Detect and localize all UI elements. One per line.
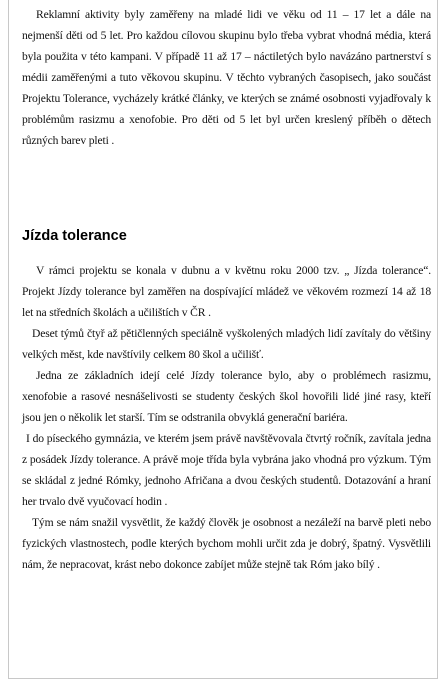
body-paragraph-5: Tým se nám snažil vysvětlit, že každý člověk je osobnost a nezáleží na barvě pleti nebo fyzických vlastnostech, podle kterých bychom mohli určit zda je dobrý, špatný. Vysvětlili nám, že nepracovat, krást nebo dokonce zabíjet může stejně tak Róm jako bílý . — [22, 516, 431, 571]
body-section — [22, 260, 431, 575]
document-page — [8, 0, 438, 679]
body-paragraph-1: V rámci projektu se konala v dubnu a v květnu roku 2000 tzv. „ Jízda tolerance“. Projekt Jízdy tolerance byl zaměřen na dospívající mládež ve věkovém rozmezí 14 až 18 let na středních školách a učilištích v ČR . — [22, 264, 431, 319]
body-paragraph-3: Jedna ze základních idejí celé Jízdy tolerance bylo, aby o problémech rasizmu, xenofobie a rasové nesnášelivosti se studenty českých škol hovořili lidé jiné rasy, kteří jsou jen o několik let starší. Tím se odstranila obvyklá generační bariéra. — [22, 369, 431, 424]
heading-section — [22, 226, 431, 246]
body-paragraph-4: I do píseckého gymnázia, ve kterém jsem právě navštěvovala čtvrtý ročník, zavítala jedna z posádek Jízdy tolerance. A právě moje třída byla vybrána jako vhodná pro výzkum. Tým se skládal z jedné Rómky, jednoho Afričana a dvou českých studentů. Dotazování a hraní her trvalo dvě vyučovací hodin . — [22, 432, 431, 508]
body-paragraph-2: Deset týmů čtyř až pětičlenných speciálně vyškolených mladých lidí zavítaly do většiny velkých měst, kde navštívily celkem 80 škol a učilišť. — [22, 327, 431, 361]
intro-section — [22, 4, 431, 151]
section-heading: Jízda tolerance — [22, 228, 127, 244]
intro-paragraph: Reklamní aktivity byly zaměřeny na mladé lidi ve věku od 11 – 17 let a dále na nejmenší děti od 5 let. Pro každou cílovou skupinu bylo třeba vybrat vhodná média, která byla použita v této kampani. V případě 11 až 17 – náctiletých bylo navázáno partnerství s médii zaměřenými a tuto věkovou skupinu. V těchto vybraných časopisech, jako součást Projektu Tolerance, vycházely krátké články, ve kterých se známé osobnosti vyjadřovaly k problémům rasizmu a xenofobie. Pro děti od 5 let byl určen kreslený příběh o dětech různých barev pleti . — [22, 8, 431, 147]
